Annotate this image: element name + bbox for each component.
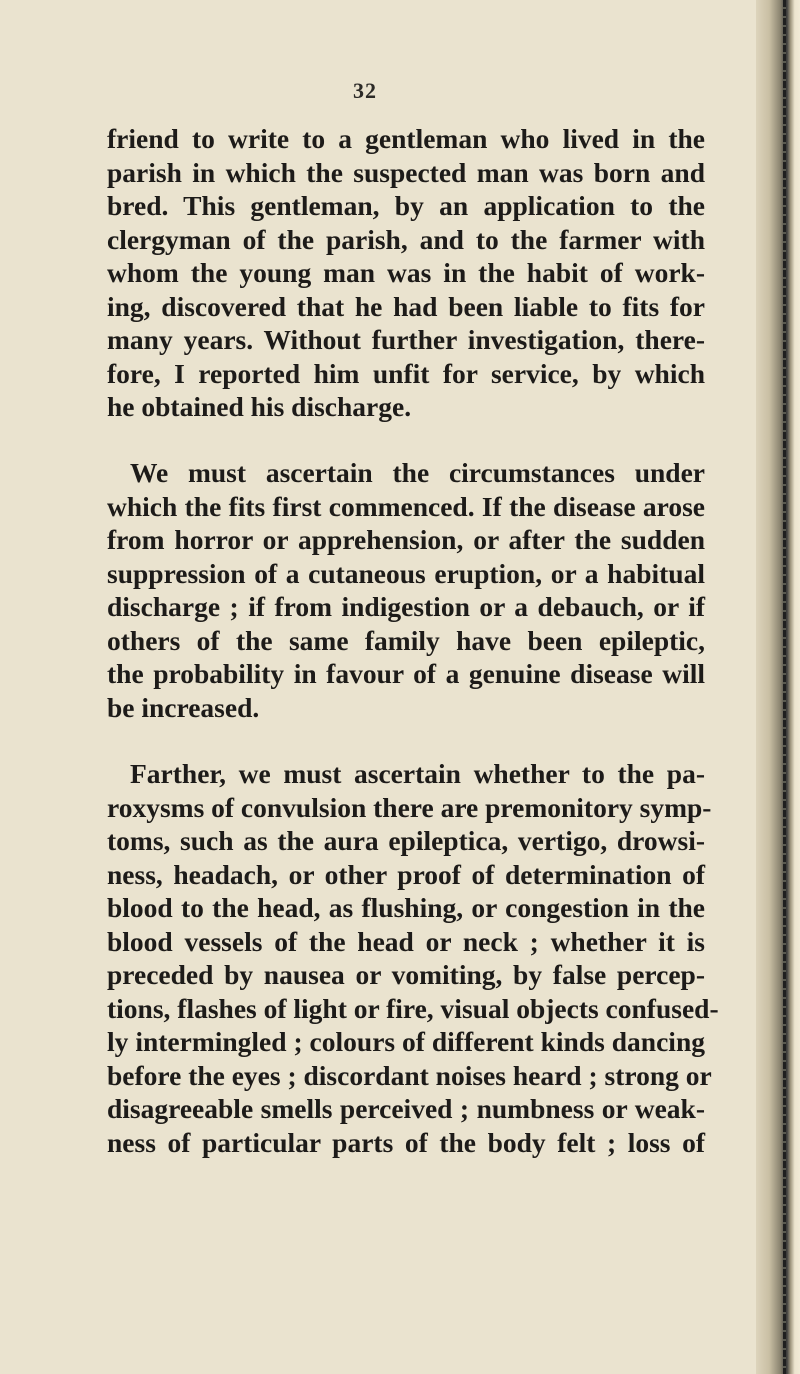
text-line: discharge ; if from indigestion or a debauch, or if	[107, 591, 705, 622]
text-line: ness, headach, or other proof of determination of	[107, 858, 705, 890]
text-line: We must ascertain the circumstances under	[130, 457, 705, 488]
text-line: suppression of a cutaneous eruption, or a habitual	[107, 557, 705, 589]
page-edge-shadow	[756, 0, 800, 1374]
paragraph-1	[107, 122, 705, 424]
text-line: whom the young man was in the habit of work-	[107, 257, 705, 288]
binding-edge	[783, 0, 786, 1374]
text-line: from horror or apprehension, or after the sudden	[107, 524, 705, 555]
text-line: friend to write to a gentleman who lived in the	[107, 123, 705, 154]
text-line: before the eyes ; discordant noises heard ; strong or	[107, 1059, 712, 1091]
text-line: many years. Without further investigation, there-	[107, 324, 705, 355]
text-line: others of the same family have been epileptic,	[107, 624, 705, 656]
text-line: blood to the head, as flushing, or congestion in the	[107, 892, 705, 923]
text-line: which the fits first commenced. If the disease arose	[107, 490, 705, 522]
paragraph-2	[107, 456, 705, 724]
text-line: preceded by nausea or vomiting, by false percep-	[107, 959, 705, 990]
text-line: parish in which the suspected man was born and	[107, 156, 705, 188]
text-line: ing, discovered that he had been liable to fits for	[107, 290, 705, 322]
text-line: clergyman of the parish, and to the farmer with	[107, 223, 705, 255]
text-line: he obtained his discharge.	[107, 391, 412, 422]
text-line: bred. This gentleman, by an application to the	[107, 190, 705, 221]
paragraph-3	[107, 757, 719, 1159]
text-line: fore, I reported him unfit for service, by which	[107, 357, 705, 389]
text-line: toms, such as the aura epileptica, vertigo, drowsi-	[107, 825, 705, 856]
page-number: 32	[353, 78, 377, 103]
text-line: ly intermingled ; colours of different kinds dancing	[107, 1026, 705, 1057]
text-line: be increased.	[107, 691, 260, 723]
text-line: roxysms of convulsion there are premonitory symp-	[107, 791, 712, 823]
text-line: disagreeable smells perceived ; numbness or weak-	[107, 1093, 705, 1124]
text-line: tions, flashes of light or fire, visual objects confused-	[107, 992, 719, 1024]
text-line: Farther, we must ascertain whether to the pa-	[130, 758, 705, 789]
text-line: ness of particular parts of the body felt ; loss of	[107, 1126, 705, 1158]
text-line: the probability in favour of a genuine disease will	[107, 658, 705, 689]
text-line: blood vessels of the head or neck ; whether it is	[107, 925, 705, 957]
